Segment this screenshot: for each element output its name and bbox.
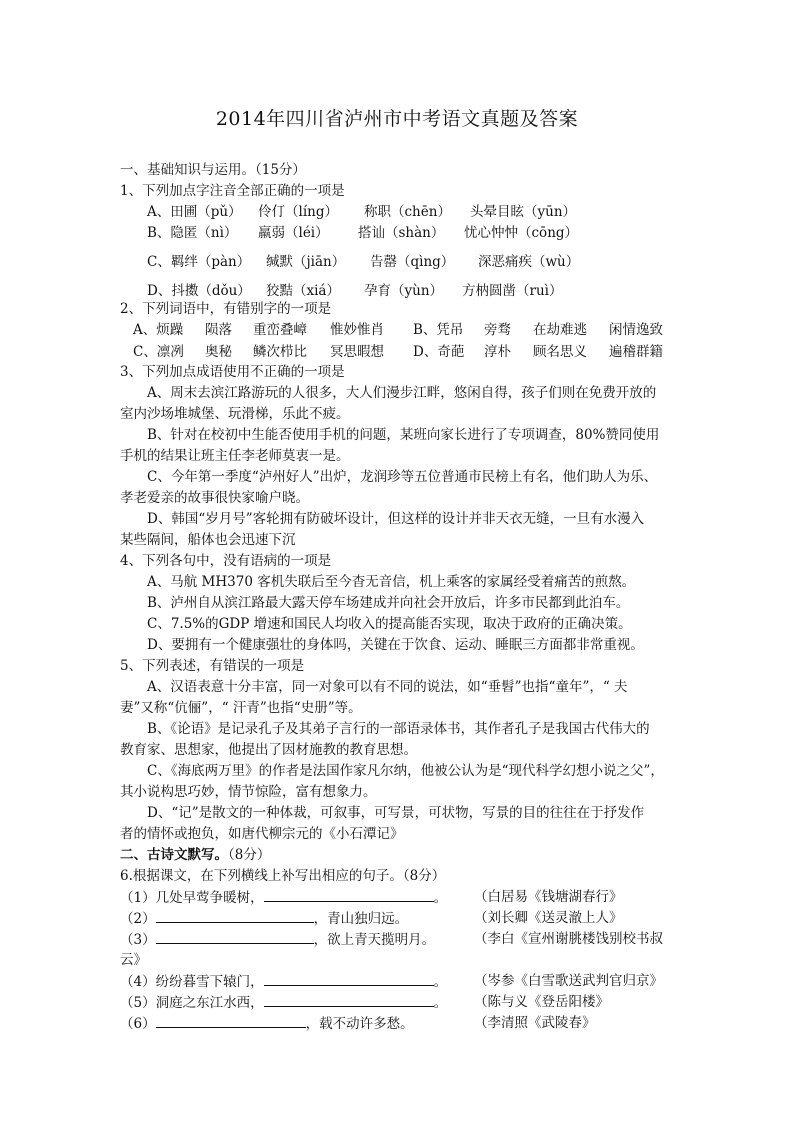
source-citation: （李白《宣州谢朓楼饯别校书叔 — [474, 931, 663, 947]
option-d-word-2: 狡黠（xiá） — [266, 283, 340, 299]
paragraph-line: 某些隔间，船体也会迅速下沉 — [120, 532, 296, 548]
answer-blank[interactable] — [156, 1013, 306, 1028]
option-d-word-1: D、抖擞（dǒu） — [147, 283, 251, 299]
option-b-word-3: 搭讪（shàn） — [358, 225, 445, 241]
option-a-word-3: 称职（chēn） — [364, 204, 451, 220]
word-cell: 陨落 — [205, 322, 232, 338]
source-citation: （陈与义《登岳阳楼》 — [474, 994, 609, 1010]
fill-in-item: （5）洞庭之东江水西， 。 — [120, 992, 447, 1013]
option-line: B、泸州自从滨江路最大露天停车场建成并向社会开放后，许多市民都到此泊车。 — [147, 595, 630, 611]
word-cell: 闲情逸致 — [609, 322, 663, 338]
question-stem: 1、下列加点字注音全部正确的一项是 — [120, 183, 345, 199]
word-cell: C、凛冽 — [133, 344, 184, 360]
paragraph-line: 妻”又称“伉俪”，“ 汗青”也指“史册”等。 — [120, 700, 362, 716]
option-a-word-4: 头晕目眩（yūn） — [470, 204, 577, 220]
paragraph-line: 其小说构思巧妙，情节惊险，富有想象力。 — [120, 784, 377, 800]
fill-in-item: （1）几处早莺争暖树， 。 — [120, 887, 447, 908]
paragraph-line: D、韩国“岁月号”客轮拥有防破坏设计，但这样的设计并非天衣无缝，一旦有水漫入 — [147, 511, 645, 527]
question-stem: 5、下列表述，有错误的一项是 — [120, 658, 305, 674]
paragraph-line: C、《海底两万里》的作者是法国作家凡尔纳，他被公认为是“现代科学幻想小说之父”， — [147, 763, 664, 779]
question-stem: 6.根据课文，在下列横线上补写出相应的句子。（8分） — [120, 868, 446, 884]
answer-blank[interactable] — [156, 929, 314, 944]
option-b-word-1: B、隐匿（nì） — [147, 225, 238, 241]
question-stem: 3、下列加点成语使用不正确的一项是 — [120, 364, 345, 380]
paragraph-line: 教育家、思想家，他提出了因材施教的教育思想。 — [120, 742, 417, 758]
section-heading-text: 二、古诗文默写。 — [120, 847, 228, 863]
paragraph-line: B、针对在校初中生能否使用手机的问题，某班向家长进行了专项调查，80%赞同使用 — [147, 427, 660, 443]
fill-in-item: （2） ，青山独归远。 — [120, 908, 408, 929]
answer-blank[interactable] — [264, 992, 434, 1007]
word-cell: 淳朴 — [484, 344, 511, 360]
option-line: A、马航 MH370 客机失联后至今杳无音信，机上乘客的家属经受着痛苦的煎熬。 — [147, 574, 636, 590]
fill-in-item: （6） ，载不动许多愁。 — [120, 1013, 414, 1034]
word-cell: 鳞次栉比 — [253, 344, 307, 360]
answer-blank[interactable] — [264, 887, 434, 902]
source-citation-wrap: 云》 — [120, 952, 147, 968]
option-d-word-3: 孕育（yùn） — [364, 283, 444, 299]
source-citation: （岑参《白雪歌送武判官归京》 — [474, 973, 663, 989]
option-a-word-1: A、田圃（pǔ） — [147, 204, 242, 220]
paragraph-line: C、今年第一季度“泸州好人”出炉，龙润珍等五位普通市民榜上有名，他们助人为乐、 — [147, 469, 658, 485]
option-c-word-2: 缄默（jiān） — [266, 254, 346, 270]
source-citation: （李清照《武陵春》 — [474, 1015, 596, 1031]
fill-in-item: （4）纷纷暮雪下辕门， 。 — [120, 971, 447, 992]
paragraph-line: D、“记”是散文的一种体裁，可叙事，可写景，可状物，写景的目的往往在于抒发作 — [147, 805, 645, 821]
paragraph-line: 孝老爱亲的故事很快家喻户晓。 — [120, 490, 309, 506]
paragraph-line: B、《论语》是记录孔子及其弟子言行的一部语录体书，其作者孔子是我国古代伟大的 — [147, 721, 650, 737]
answer-blank[interactable] — [156, 908, 314, 923]
fill-in-item: （3） ，欲上青天揽明月。 — [120, 929, 435, 950]
paragraph-line: 室内沙场堆城堡、玩滑梯，乐此不疲。 — [120, 406, 350, 422]
section-heading: 一、基础知识与运用。（15分） — [120, 162, 306, 178]
word-cell: 顾名思义 — [533, 344, 587, 360]
word-cell: 冥思暇想 — [330, 344, 384, 360]
word-cell: A、烦躁 — [133, 322, 184, 338]
source-citation: （刘长卿《送灵澈上人》 — [474, 910, 623, 926]
word-cell: 重峦叠嶂 — [253, 322, 307, 338]
word-cell: 在劫难逃 — [533, 322, 587, 338]
section-heading-score: （8分） — [228, 847, 271, 863]
paragraph-line: A、汉语表意十分丰富，同一对象可以有不同的说法，如“垂髫”也指“童年”，“ 夫 — [147, 679, 628, 695]
option-line: D、要拥有一个健康强壮的身体吗，关键在于饮食、运动、睡眠三方面都非常重视。 — [147, 637, 644, 653]
source-citation: （白居易《钱塘湖春行》 — [474, 889, 623, 905]
word-cell: B、凭吊 — [413, 322, 464, 338]
word-cell: 遍稽群籍 — [609, 344, 663, 360]
option-c-word-4: 深恶痛疾（wù） — [478, 254, 580, 270]
option-c-word-1: C、羁绊（pàn） — [147, 254, 251, 270]
paragraph-line: 手机的结果让班主任李老师莫衷一是。 — [120, 448, 350, 464]
section-heading — [120, 845, 270, 865]
option-c-word-3: 告罄（qìng） — [370, 254, 455, 270]
question-stem: 2、下列词语中，有错别字的一项是 — [120, 301, 332, 317]
word-cell: 旁骛 — [484, 322, 511, 338]
question-stem: 4、下列各句中，没有语病的一项是 — [120, 553, 332, 569]
option-d-word-4: 方枘圆凿（ruì） — [462, 283, 563, 299]
answer-blank[interactable] — [264, 971, 434, 986]
page-title: 2014年四川省泸州市中考语文真题及答案 — [215, 108, 579, 130]
paragraph-line: 者的情怀或抱负，如唐代柳宗元的《小石潭记》 — [120, 826, 404, 842]
option-a-word-2: 伶仃（líng） — [258, 204, 338, 220]
paragraph-line: A、周末去滨江路游玩的人很多，大人们漫步江畔，悠闲自得，孩子们则在免费开放的 — [147, 385, 657, 401]
word-cell: 奥秘 — [205, 344, 232, 360]
option-b-word-4: 忧心忡忡（cōng） — [464, 225, 579, 241]
word-cell: D、奇葩 — [413, 344, 465, 360]
word-cell: 惟妙惟肖 — [330, 322, 384, 338]
option-line: C、7.5%的GDP 增速和国民人均收入的提高能否实现，取决于政府的正确决策。 — [147, 616, 632, 632]
option-b-word-2: 羸弱（léi） — [258, 225, 329, 241]
